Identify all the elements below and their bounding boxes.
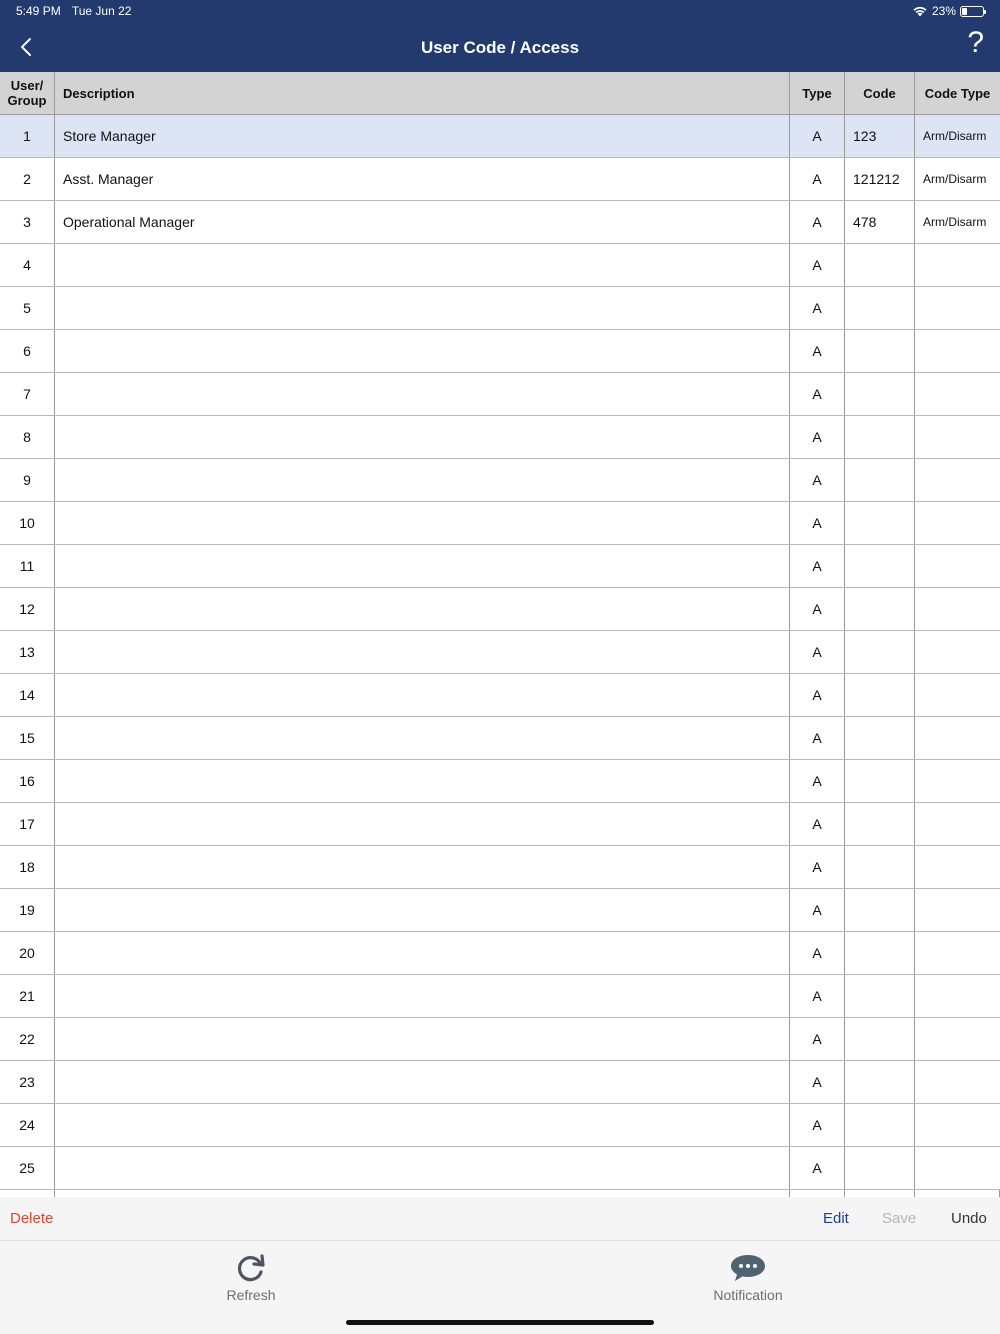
cell-type: A bbox=[790, 1147, 845, 1189]
header-type: Type bbox=[790, 72, 845, 114]
cell-code-type bbox=[915, 459, 1000, 501]
cell-code-type bbox=[915, 373, 1000, 415]
cell-code bbox=[845, 459, 915, 501]
top-bar bbox=[0, 0, 1000, 72]
cell-user-group: 25 bbox=[0, 1147, 55, 1189]
cell-description bbox=[55, 502, 790, 544]
save-button[interactable]: Save bbox=[882, 1210, 917, 1227]
cell-user-group: 23 bbox=[0, 1061, 55, 1103]
cell-code bbox=[845, 803, 915, 845]
tab-notification-label: Notification bbox=[713, 1287, 783, 1303]
cell-user-group: 19 bbox=[0, 889, 55, 931]
cell-code-type bbox=[915, 846, 1000, 888]
action-bar bbox=[0, 1197, 1000, 1241]
table-row[interactable] bbox=[0, 631, 1000, 674]
table-row[interactable] bbox=[0, 545, 1000, 588]
table-row[interactable] bbox=[0, 1147, 1000, 1190]
cell-type: A bbox=[790, 760, 845, 802]
cell-code-type bbox=[915, 502, 1000, 544]
cell-description: Operational Manager bbox=[55, 201, 790, 243]
cell-type: A bbox=[790, 115, 845, 157]
cell-code-type bbox=[915, 932, 1000, 974]
cell-description bbox=[55, 244, 790, 286]
status-date: Tue Jun 22 bbox=[71, 4, 132, 18]
table-row[interactable] bbox=[0, 674, 1000, 717]
cell-code bbox=[845, 416, 915, 458]
cell-user-group: 6 bbox=[0, 330, 55, 372]
user-code-table bbox=[0, 72, 1000, 1197]
cell-description bbox=[55, 760, 790, 802]
cell-code bbox=[845, 1018, 915, 1060]
cell-user-group: 17 bbox=[0, 803, 55, 845]
cell-description bbox=[55, 330, 790, 372]
cell-code-type bbox=[915, 1104, 1000, 1146]
cell-code-type bbox=[915, 244, 1000, 286]
cell-user-group: 22 bbox=[0, 1018, 55, 1060]
cell-description bbox=[55, 545, 790, 587]
cell-user-group: 12 bbox=[0, 588, 55, 630]
cell-code-type bbox=[915, 760, 1000, 802]
cell-description bbox=[55, 459, 790, 501]
cell-type: A bbox=[790, 1104, 845, 1146]
cell-description bbox=[55, 674, 790, 716]
cell-description bbox=[55, 717, 790, 759]
cell-type: A bbox=[790, 416, 845, 458]
cell-user-group: 14 bbox=[0, 674, 55, 716]
cell-code bbox=[845, 287, 915, 329]
cell-code-type bbox=[915, 631, 1000, 673]
table-row[interactable] bbox=[0, 1061, 1000, 1104]
cell-code: 121212 bbox=[845, 158, 915, 200]
header-description: Description bbox=[55, 72, 790, 114]
cell-type: A bbox=[790, 502, 845, 544]
cell-code-type bbox=[915, 545, 1000, 587]
empty-cell bbox=[790, 1190, 845, 1197]
cell-code bbox=[845, 1104, 915, 1146]
cell-code bbox=[845, 631, 915, 673]
cell-code bbox=[845, 244, 915, 286]
cell-type: A bbox=[790, 201, 845, 243]
status-bar bbox=[16, 4, 984, 22]
cell-type: A bbox=[790, 158, 845, 200]
cell-user-group: 16 bbox=[0, 760, 55, 802]
table-row[interactable] bbox=[0, 717, 1000, 760]
status-time: 5:49 PM bbox=[16, 4, 61, 18]
cell-type: A bbox=[790, 975, 845, 1017]
cell-code-type bbox=[915, 416, 1000, 458]
cell-code-type bbox=[915, 1018, 1000, 1060]
cell-type: A bbox=[790, 889, 845, 931]
cell-code bbox=[845, 1061, 915, 1103]
table-row[interactable] bbox=[0, 932, 1000, 975]
cell-type: A bbox=[790, 1061, 845, 1103]
cell-code-type: Arm/Disarm bbox=[923, 215, 987, 229]
cell-description: Store Manager bbox=[55, 115, 790, 157]
cell-user-group: 7 bbox=[0, 373, 55, 415]
cell-type: A bbox=[790, 588, 845, 630]
chat-bubble-icon bbox=[729, 1252, 767, 1284]
cell-description bbox=[55, 373, 790, 415]
cell-description bbox=[55, 889, 790, 931]
cell-description bbox=[55, 803, 790, 845]
help-button[interactable]: ? bbox=[967, 26, 984, 59]
cell-type: A bbox=[790, 287, 845, 329]
empty-cell bbox=[845, 1190, 915, 1197]
cell-code bbox=[845, 889, 915, 931]
cell-code-type bbox=[915, 287, 1000, 329]
wifi-icon bbox=[912, 5, 928, 17]
cell-code bbox=[845, 502, 915, 544]
cell-code bbox=[845, 846, 915, 888]
table-row[interactable] bbox=[0, 1018, 1000, 1061]
cell-code: 123 bbox=[845, 115, 915, 157]
table-header bbox=[0, 72, 1000, 115]
header-code-type: Code Type bbox=[924, 85, 991, 101]
delete-button[interactable]: Delete bbox=[10, 1210, 54, 1227]
cell-description bbox=[55, 631, 790, 673]
cell-code bbox=[845, 975, 915, 1017]
cell-user-group: 13 bbox=[0, 631, 55, 673]
cell-user-group: 10 bbox=[0, 502, 55, 544]
cell-code-type bbox=[915, 975, 1000, 1017]
tab-refresh-label: Refresh bbox=[226, 1287, 276, 1303]
table-row[interactable] bbox=[0, 416, 1000, 459]
cell-description bbox=[55, 588, 790, 630]
cell-type: A bbox=[790, 1018, 845, 1060]
battery-icon bbox=[960, 6, 984, 17]
cell-description bbox=[55, 416, 790, 458]
table-row[interactable] bbox=[0, 846, 1000, 889]
cell-code bbox=[845, 674, 915, 716]
cell-code-type bbox=[915, 674, 1000, 716]
tab-notification[interactable] bbox=[668, 1251, 828, 1303]
cell-type: A bbox=[790, 631, 845, 673]
cell-user-group: 5 bbox=[0, 287, 55, 329]
cell-description bbox=[55, 975, 790, 1017]
cell-user-group: 11 bbox=[0, 545, 55, 587]
cell-user-group: 3 bbox=[0, 201, 55, 243]
cell-code bbox=[845, 330, 915, 372]
cell-code-type bbox=[915, 803, 1000, 845]
cell-code-type: Arm/Disarm bbox=[923, 129, 987, 143]
home-indicator bbox=[346, 1320, 654, 1325]
cell-code-type bbox=[915, 889, 1000, 931]
cell-user-group: 20 bbox=[0, 932, 55, 974]
empty-cell bbox=[0, 1190, 55, 1197]
table-row[interactable] bbox=[0, 158, 1000, 201]
table-row[interactable] bbox=[0, 803, 1000, 846]
table-row[interactable] bbox=[0, 459, 1000, 502]
cell-type: A bbox=[790, 373, 845, 415]
cell-user-group: 9 bbox=[0, 459, 55, 501]
empty-cell bbox=[55, 1190, 790, 1197]
cell-code bbox=[845, 545, 915, 587]
table-row[interactable] bbox=[0, 115, 1000, 158]
cell-code-type bbox=[915, 717, 1000, 759]
cell-code bbox=[845, 588, 915, 630]
cell-user-group: 24 bbox=[0, 1104, 55, 1146]
table-row[interactable] bbox=[0, 502, 1000, 545]
cell-code bbox=[845, 1147, 915, 1189]
cell-type: A bbox=[790, 330, 845, 372]
cell-type: A bbox=[790, 846, 845, 888]
table-row[interactable] bbox=[0, 1104, 1000, 1147]
cell-type: A bbox=[790, 674, 845, 716]
cell-type: A bbox=[790, 545, 845, 587]
cell-code bbox=[845, 932, 915, 974]
cell-description bbox=[55, 1061, 790, 1103]
cell-user-group: 4 bbox=[0, 244, 55, 286]
cell-user-group: 1 bbox=[0, 115, 55, 157]
table-row[interactable] bbox=[0, 760, 1000, 803]
cell-code bbox=[845, 373, 915, 415]
cell-code bbox=[845, 717, 915, 759]
battery-percent: 23% bbox=[931, 4, 956, 18]
cell-code-type bbox=[915, 588, 1000, 630]
cell-code-type bbox=[915, 330, 1000, 372]
cell-type: A bbox=[790, 459, 845, 501]
cell-code-type: Arm/Disarm bbox=[923, 172, 987, 186]
cell-type: A bbox=[790, 932, 845, 974]
cell-description bbox=[55, 1018, 790, 1060]
cell-type: A bbox=[790, 717, 845, 759]
table-row[interactable] bbox=[0, 889, 1000, 932]
edit-button[interactable]: Edit bbox=[823, 1210, 849, 1227]
refresh-icon bbox=[233, 1251, 269, 1285]
header-user-group: User/ Group bbox=[0, 72, 55, 114]
page-title: User Code / Access bbox=[420, 38, 580, 57]
cell-code bbox=[845, 760, 915, 802]
cell-type: A bbox=[790, 244, 845, 286]
cell-description bbox=[55, 1104, 790, 1146]
empty-cell bbox=[915, 1190, 1000, 1197]
table-row[interactable] bbox=[0, 201, 1000, 244]
table-row-partial bbox=[0, 1190, 1000, 1197]
cell-user-group: 8 bbox=[0, 416, 55, 458]
header-code: Code bbox=[845, 72, 915, 114]
cell-code: 478 bbox=[845, 201, 915, 243]
cell-description bbox=[55, 932, 790, 974]
table-row[interactable] bbox=[0, 330, 1000, 373]
table-row[interactable] bbox=[0, 975, 1000, 1018]
table-row[interactable] bbox=[0, 287, 1000, 330]
table-row[interactable] bbox=[0, 373, 1000, 416]
cell-user-group: 2 bbox=[0, 158, 55, 200]
undo-button[interactable]: Undo bbox=[951, 1210, 987, 1227]
cell-type: A bbox=[790, 803, 845, 845]
cell-description bbox=[55, 846, 790, 888]
cell-description bbox=[55, 1147, 790, 1189]
table-row[interactable] bbox=[0, 244, 1000, 287]
tab-refresh[interactable] bbox=[171, 1251, 331, 1303]
cell-user-group: 21 bbox=[0, 975, 55, 1017]
cell-code-type bbox=[915, 1061, 1000, 1103]
cell-description bbox=[55, 287, 790, 329]
cell-user-group: 18 bbox=[0, 846, 55, 888]
cell-description: Asst. Manager bbox=[55, 158, 790, 200]
table-row[interactable] bbox=[0, 588, 1000, 631]
cell-code-type bbox=[915, 1147, 1000, 1189]
cell-user-group: 15 bbox=[0, 717, 55, 759]
